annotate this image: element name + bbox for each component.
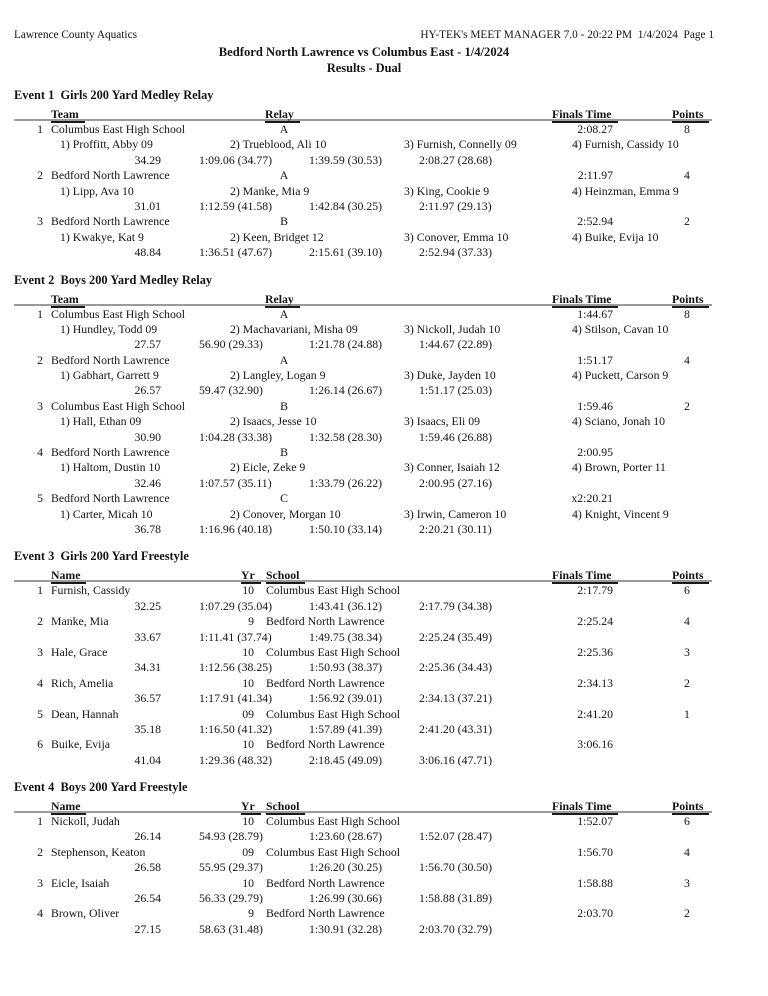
swimmer-year: 09 xyxy=(242,706,254,721)
result-row xyxy=(14,122,714,137)
result-row xyxy=(14,491,714,506)
column-header-relay: Relay xyxy=(265,292,300,308)
finals-time: 2:11.97 xyxy=(577,168,613,183)
splits-row xyxy=(14,199,714,214)
column-header-finals-time: Finals Time xyxy=(552,292,618,308)
swimmer-year: 10 xyxy=(242,675,254,690)
split-time: 2:15.61 (39.10) xyxy=(309,245,383,260)
splits-row xyxy=(14,599,714,614)
split-time: 34.31 xyxy=(134,660,161,675)
events-list xyxy=(14,88,714,937)
school-name: Bedford North Lawrence xyxy=(266,875,385,890)
finals-time: 1:52.07 xyxy=(577,814,613,829)
split-time: 1:58.88 (31.89) xyxy=(419,891,493,906)
column-header-finals-time: Finals Time xyxy=(552,799,618,815)
split-time: 1:12.56 (38.25) xyxy=(199,660,273,675)
split-time: 2:17.79 (34.38) xyxy=(419,598,493,613)
result-row xyxy=(14,737,714,752)
column-header-finals-time: Finals Time xyxy=(552,568,618,584)
column-header-team: Team xyxy=(51,107,85,123)
swimmer-name: Dean, Hannah xyxy=(51,706,119,721)
place-number: 5 xyxy=(37,491,43,506)
relay-designation: A xyxy=(279,122,289,136)
swimmer-year: 10 xyxy=(242,814,254,829)
swimmer-name: Furnish, Cassidy xyxy=(51,583,131,598)
result-row xyxy=(14,906,714,921)
finals-time: 2:25.24 xyxy=(577,614,613,629)
finals-time: 1:44.67 xyxy=(577,306,613,321)
result-row xyxy=(14,814,714,829)
points-value: 3 xyxy=(684,644,690,659)
swimmer-year: 09 xyxy=(242,844,254,859)
place-number: 5 xyxy=(37,706,43,721)
school-name: Bedford North Lawrence xyxy=(266,737,385,752)
event-section xyxy=(14,88,714,261)
split-time: 59.47 (32.90) xyxy=(199,383,263,398)
points-value: 4 xyxy=(684,844,690,859)
relay-swimmer: 4) Furnish, Cassidy 10 xyxy=(572,137,679,152)
points-value: 4 xyxy=(684,168,690,183)
split-time: 2:00.95 (27.16) xyxy=(419,475,493,490)
result-row xyxy=(14,645,714,660)
place-number: 3 xyxy=(37,214,43,229)
split-time: 1:50.93 (38.37) xyxy=(309,660,383,675)
split-time: 1:36.51 (47.67) xyxy=(199,245,273,260)
split-time: 1:12.59 (41.58) xyxy=(199,198,273,213)
relay-swimmers-row xyxy=(14,184,714,199)
finals-time: 2:00.95 xyxy=(577,445,613,460)
relay-swimmer: 3) Irwin, Cameron 10 xyxy=(404,506,507,521)
relay-swimmer: 1) Carter, Micah 10 xyxy=(60,506,153,521)
splits-row xyxy=(14,383,714,398)
school-name: Bedford North Lawrence xyxy=(266,906,385,921)
split-time: 27.57 xyxy=(134,337,161,352)
event-section xyxy=(14,273,714,538)
place-number: 1 xyxy=(37,122,43,136)
place-number: 3 xyxy=(37,398,43,413)
result-row xyxy=(14,676,714,691)
split-time: 32.46 xyxy=(134,475,161,490)
relay-swimmer: 3) Nickoll, Judah 10 xyxy=(404,321,501,336)
points-value: 1 xyxy=(684,706,690,721)
school-name: Bedford North Lawrence xyxy=(266,675,385,690)
team-name: Bedford North Lawrence xyxy=(51,491,170,506)
team-name: Bedford North Lawrence xyxy=(51,352,170,367)
split-time: 1:26.99 (30.66) xyxy=(309,891,383,906)
relay-swimmer: 2) Conover, Morgan 10 xyxy=(230,506,341,521)
split-time: 1:21.78 (24.88) xyxy=(309,337,383,352)
splits-row xyxy=(14,337,714,352)
relay-swimmer: 1) Haltom, Dustin 10 xyxy=(60,460,161,475)
column-header-points: Points xyxy=(672,292,709,308)
split-time: 1:26.20 (30.25) xyxy=(309,860,383,875)
split-time: 56.90 (29.33) xyxy=(199,337,263,352)
split-time: 2:25.36 (34.43) xyxy=(419,660,493,675)
school-name: Columbus East High School xyxy=(266,583,401,598)
split-time: 1:29.36 (48.32) xyxy=(199,752,273,767)
column-header-row xyxy=(14,104,714,122)
event-section xyxy=(14,549,714,768)
split-time: 1:07.29 (35.04) xyxy=(199,598,273,613)
points-value: 2 xyxy=(684,906,690,921)
relay-swimmer: 4) Buike, Evija 10 xyxy=(572,229,659,244)
split-time: 1:59.46 (26.88) xyxy=(419,429,493,444)
finals-time: 1:51.17 xyxy=(577,352,613,367)
points-value: 8 xyxy=(684,122,690,136)
split-time: 1:42.84 (30.25) xyxy=(309,198,383,213)
meet-title: Bedford North Lawrence vs Columbus East - 1/4/2024 xyxy=(218,45,510,59)
split-time: 3:06.16 (47.71) xyxy=(419,752,493,767)
relay-swimmer: 3) Isaacs, Eli 09 xyxy=(404,414,481,429)
relay-swimmer: 1) Hall, Ethan 09 xyxy=(60,414,142,429)
splits-row xyxy=(14,922,714,937)
place-number: 6 xyxy=(37,737,43,752)
column-header-yr: Yr xyxy=(241,799,261,815)
splits-row xyxy=(14,860,714,875)
split-time: 41.04 xyxy=(134,752,161,767)
finals-time: 1:56.70 xyxy=(577,844,613,859)
split-time: 2:03.70 (32.79) xyxy=(419,921,493,936)
result-row xyxy=(14,614,714,629)
split-time: 48.84 xyxy=(134,245,161,260)
swimmer-name: Manke, Mia xyxy=(51,614,109,629)
splits-row xyxy=(14,753,714,768)
relay-swimmer: 2) Langley, Logan 9 xyxy=(230,368,326,383)
relay-swimmer: 2) Trueblood, Ali 10 xyxy=(230,137,327,152)
place-number: 2 xyxy=(37,168,43,183)
result-row xyxy=(14,307,714,322)
split-time: 34.29 xyxy=(134,152,161,167)
relay-swimmer: 1) Proffitt, Abby 09 xyxy=(60,137,153,152)
relay-swimmers-row xyxy=(14,368,714,383)
result-row xyxy=(14,399,714,414)
relay-swimmer: 3) Conner, Isaiah 12 xyxy=(404,460,500,475)
split-time: 1:16.50 (41.32) xyxy=(199,721,273,736)
team-name: Bedford North Lawrence xyxy=(51,214,170,229)
relay-swimmers-row xyxy=(14,137,714,152)
relay-swimmer: 1) Lipp, Ava 10 xyxy=(60,183,134,198)
place-number: 1 xyxy=(37,583,43,598)
organization-name: Lawrence County Aquatics xyxy=(14,29,137,41)
relay-swimmer: 1) Hundley, Todd 09 xyxy=(60,321,158,336)
finals-time: 1:58.88 xyxy=(577,875,613,890)
column-header-relay: Relay xyxy=(265,107,300,123)
relay-swimmer: 4) Puckett, Carson 9 xyxy=(572,368,669,383)
split-time: 1:44.67 (22.89) xyxy=(419,337,493,352)
relay-designation: C xyxy=(280,491,288,506)
relay-swimmer: 3) Conover, Emma 10 xyxy=(404,229,509,244)
result-row xyxy=(14,168,714,183)
team-name: Bedford North Lawrence xyxy=(51,445,170,460)
split-time: 30.90 xyxy=(134,429,161,444)
place-number: 2 xyxy=(37,844,43,859)
event-title: Event 2 Boys 200 Yard Medley Relay xyxy=(14,272,213,287)
splits-row xyxy=(14,829,714,844)
place-number: 4 xyxy=(37,906,43,921)
split-time: 1:43.41 (36.12) xyxy=(309,598,383,613)
finals-time: x2:20.21 xyxy=(571,491,613,506)
swimmer-year: 9 xyxy=(248,906,254,921)
school-name: Bedford North Lawrence xyxy=(266,614,385,629)
relay-designation: A xyxy=(279,306,289,321)
split-time: 2:18.45 (49.09) xyxy=(309,752,383,767)
page-header xyxy=(14,28,714,42)
split-time: 2:20.21 (30.11) xyxy=(419,521,492,536)
splits-row xyxy=(14,245,714,260)
results-subtitle: Results - Dual xyxy=(326,61,402,75)
splits-row xyxy=(14,660,714,675)
column-header-points: Points xyxy=(672,568,709,584)
split-time: 2:34.13 (37.21) xyxy=(419,691,493,706)
relay-swimmer: 2) Keen, Bridget 12 xyxy=(230,229,324,244)
splits-row xyxy=(14,691,714,706)
team-name: Columbus East High School xyxy=(51,122,186,136)
split-time: 1:07.57 (35.11) xyxy=(199,475,272,490)
relay-swimmer: 4) Stilson, Cavan 10 xyxy=(572,321,669,336)
split-time: 1:56.70 (30.50) xyxy=(419,860,493,875)
meet-manager-info: HY-TEK's MEET MANAGER 7.0 - 20:22 PM 1/4/2024 Page 1 xyxy=(420,29,714,41)
split-time: 2:41.20 (43.31) xyxy=(419,721,493,736)
place-number: 2 xyxy=(37,614,43,629)
split-time: 2:25.24 (35.49) xyxy=(419,629,493,644)
school-name: Columbus East High School xyxy=(266,706,401,721)
finals-time: 2:25.36 xyxy=(577,644,613,659)
team-name: Columbus East High School xyxy=(51,306,186,321)
splits-row xyxy=(14,891,714,906)
points-value: 6 xyxy=(684,583,690,598)
school-name: Columbus East High School xyxy=(266,844,401,859)
event-title: Event 1 Girls 200 Yard Medley Relay xyxy=(14,88,214,102)
split-time: 2:52.94 (37.33) xyxy=(419,245,493,260)
relay-swimmer: 3) Duke, Jayden 10 xyxy=(404,368,496,383)
swimmer-year: 10 xyxy=(242,583,254,598)
split-time: 26.58 xyxy=(134,860,161,875)
split-time: 1:26.14 (26.67) xyxy=(309,383,383,398)
split-time: 1:49.75 (38.34) xyxy=(309,629,383,644)
column-header-row xyxy=(14,796,714,814)
splits-row xyxy=(14,722,714,737)
swimmer-name: Eicle, Isaiah xyxy=(51,875,110,890)
split-time: 1:16.96 (40.18) xyxy=(199,521,273,536)
relay-swimmer: 3) Furnish, Connelly 09 xyxy=(404,137,517,152)
event-title: Event 4 Boys 200 Yard Freestyle xyxy=(14,780,188,795)
column-header-finals-time: Finals Time xyxy=(552,107,618,123)
finals-time: 2:03.70 xyxy=(577,906,613,921)
relay-designation: B xyxy=(280,398,288,413)
place-number: 4 xyxy=(37,445,43,460)
swimmer-name: Nickoll, Judah xyxy=(51,814,120,829)
result-row xyxy=(14,876,714,891)
relay-designation: B xyxy=(280,214,288,229)
column-header-name: Name xyxy=(51,568,86,584)
result-row xyxy=(14,214,714,229)
points-value: 2 xyxy=(684,675,690,690)
event-title: Event 3 Girls 200 Yard Freestyle xyxy=(14,549,189,564)
place-number: 2 xyxy=(37,352,43,367)
split-time: 36.78 xyxy=(134,521,161,536)
split-time: 1:33.79 (26.22) xyxy=(309,475,383,490)
split-time: 1:52.07 (28.47) xyxy=(419,829,493,844)
relay-designation: B xyxy=(280,445,288,460)
relay-swimmers-row xyxy=(14,322,714,337)
split-time: 26.57 xyxy=(134,383,161,398)
points-value: 4 xyxy=(684,614,690,629)
relay-swimmer: 1) Kwakye, Kat 9 xyxy=(60,229,144,244)
split-time: 1:30.91 (32.28) xyxy=(309,921,383,936)
swimmer-year: 10 xyxy=(242,644,254,659)
result-row xyxy=(14,445,714,460)
place-number: 3 xyxy=(37,644,43,659)
split-time: 1:17.91 (41.34) xyxy=(199,691,273,706)
split-time: 1:51.17 (25.03) xyxy=(419,383,493,398)
place-number: 4 xyxy=(37,675,43,690)
column-header-team: Team xyxy=(51,292,85,308)
finals-time: 2:41.20 xyxy=(577,706,613,721)
split-time: 2:08.27 (28.68) xyxy=(419,152,493,167)
swimmer-name: Hale, Grace xyxy=(51,644,108,659)
finals-time: 2:17.79 xyxy=(577,583,613,598)
result-row xyxy=(14,845,714,860)
place-number: 1 xyxy=(37,306,43,321)
split-time: 1:39.59 (30.53) xyxy=(309,152,383,167)
school-name: Columbus East High School xyxy=(266,644,401,659)
swimmer-year: 9 xyxy=(248,614,254,629)
splits-row xyxy=(14,476,714,491)
split-time: 1:32.58 (28.30) xyxy=(309,429,383,444)
place-number: 3 xyxy=(37,875,43,890)
points-value: 6 xyxy=(684,814,690,829)
relay-swimmer: 4) Heinzman, Emma 9 xyxy=(572,183,679,198)
finals-time: 2:52.94 xyxy=(577,214,613,229)
swimmer-name: Buike, Evija xyxy=(51,737,110,752)
team-name: Bedford North Lawrence xyxy=(51,168,170,183)
column-header-school: School xyxy=(266,799,305,815)
finals-time: 3:06.16 xyxy=(577,737,613,752)
split-time: 1:56.92 (39.01) xyxy=(309,691,383,706)
relay-swimmer: 2) Eicle, Zeke 9 xyxy=(230,460,306,475)
column-header-points: Points xyxy=(672,799,709,815)
column-header-school: School xyxy=(266,568,305,584)
split-time: 32.25 xyxy=(134,598,161,613)
swimmer-name: Rich, Amelia xyxy=(51,675,114,690)
swimmer-name: Stephenson, Keaton xyxy=(51,844,146,859)
split-time: 36.57 xyxy=(134,691,161,706)
relay-swimmer: 2) Isaacs, Jesse 10 xyxy=(230,414,317,429)
swimmer-name: Brown, Oliver xyxy=(51,906,120,921)
relay-swimmer: 3) King, Cookie 9 xyxy=(404,183,490,198)
split-time: 35.18 xyxy=(134,721,161,736)
split-time: 54.93 (28.79) xyxy=(199,829,263,844)
points-value: 4 xyxy=(684,352,690,367)
relay-swimmer: 2) Machavariani, Misha 09 xyxy=(230,321,358,336)
relay-swimmer: 4) Sciano, Jonah 10 xyxy=(572,414,666,429)
finals-time: 1:59.46 xyxy=(577,398,613,413)
finals-time: 2:34.13 xyxy=(577,675,613,690)
column-header-name: Name xyxy=(51,799,86,815)
column-header-row xyxy=(14,565,714,583)
split-time: 55.95 (29.37) xyxy=(199,860,263,875)
relay-swimmer: 4) Knight, Vincent 9 xyxy=(572,506,669,521)
split-time: 1:57.89 (41.39) xyxy=(309,721,383,736)
swimmer-year: 10 xyxy=(242,737,254,752)
split-time: 26.14 xyxy=(134,829,161,844)
split-time: 1:23.60 (28.67) xyxy=(309,829,383,844)
column-header-points: Points xyxy=(672,107,709,123)
relay-swimmers-row xyxy=(14,507,714,522)
school-name: Columbus East High School xyxy=(266,814,401,829)
split-time: 26.54 xyxy=(134,891,161,906)
finals-time: 2:08.27 xyxy=(577,122,613,136)
splits-row xyxy=(14,430,714,445)
points-value: 8 xyxy=(684,306,690,321)
split-time: 27.15 xyxy=(134,921,161,936)
team-name: Columbus East High School xyxy=(51,398,186,413)
split-time: 1:09.06 (34.77) xyxy=(199,152,273,167)
swimmer-year: 10 xyxy=(242,875,254,890)
relay-swimmer: 2) Manke, Mia 9 xyxy=(230,183,310,198)
split-time: 1:50.10 (33.14) xyxy=(309,521,383,536)
relay-swimmers-row xyxy=(14,414,714,429)
split-time: 1:11.41 (37.74) xyxy=(199,629,272,644)
splits-row xyxy=(14,522,714,537)
splits-row xyxy=(14,630,714,645)
split-time: 31.01 xyxy=(134,198,161,213)
split-time: 1:04.28 (33.38) xyxy=(199,429,273,444)
event-section xyxy=(14,780,714,937)
split-time: 2:11.97 (29.13) xyxy=(419,198,492,213)
place-number: 1 xyxy=(37,814,43,829)
result-row xyxy=(14,583,714,598)
relay-swimmer: 1) Gabhart, Garrett 9 xyxy=(60,368,159,383)
relay-designation: A xyxy=(279,352,289,367)
relay-swimmers-row xyxy=(14,460,714,475)
points-value: 2 xyxy=(684,398,690,413)
split-time: 58.63 (31.48) xyxy=(199,921,263,936)
result-row xyxy=(14,353,714,368)
relay-swimmer: 4) Brown, Porter 11 xyxy=(572,460,666,475)
relay-swimmers-row xyxy=(14,230,714,245)
points-value: 3 xyxy=(684,875,690,890)
result-row xyxy=(14,707,714,722)
column-header-yr: Yr xyxy=(241,568,261,584)
column-header-row xyxy=(14,289,714,307)
splits-row xyxy=(14,153,714,168)
split-time: 56.33 (29.79) xyxy=(199,891,263,906)
split-time: 33.67 xyxy=(134,629,161,644)
relay-designation: A xyxy=(279,168,289,183)
points-value: 2 xyxy=(684,214,690,229)
